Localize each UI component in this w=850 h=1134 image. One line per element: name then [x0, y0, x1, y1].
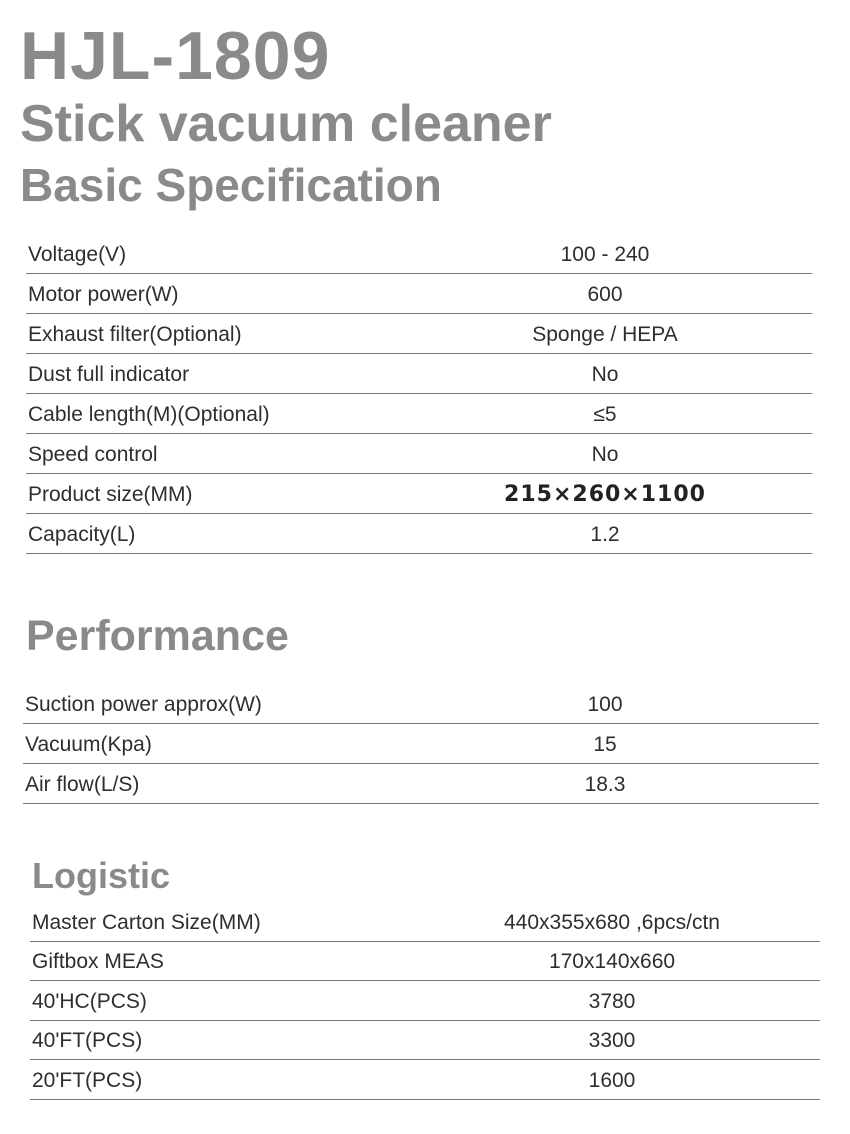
spec-value: 3300	[588, 1029, 636, 1052]
spec-value: 215×260×1100	[504, 482, 706, 507]
spec-value: No	[591, 443, 619, 466]
spec-label: 20'FT(PCS)	[32, 1068, 143, 1092]
spec-label: Exhaust filter(Optional)	[28, 323, 242, 346]
spec-row-suction-power	[23, 684, 819, 724]
spec-row-master-carton	[30, 902, 820, 942]
spec-label: Product size(MM)	[28, 483, 193, 506]
logistic-table	[30, 902, 820, 1100]
spec-value: 170x140x660	[548, 950, 676, 973]
model-title: HJL-1809	[20, 18, 331, 94]
spec-label: Speed control	[28, 443, 158, 466]
spec-row-capacity	[26, 514, 812, 554]
spec-value: Sponge / HEPA	[532, 323, 678, 346]
spec-row-40hc	[30, 981, 820, 1021]
spec-label: Suction power approx(W)	[25, 693, 262, 716]
spec-value: 100 - 240	[560, 243, 650, 266]
spec-row-speed-control	[26, 434, 812, 474]
spec-value: 100	[587, 693, 623, 716]
spec-row-exhaust-filter	[26, 314, 812, 354]
spec-value: 3780	[588, 989, 636, 1013]
spec-label: Cable length(M)(Optional)	[28, 403, 270, 426]
spec-value: ≤5	[593, 403, 617, 426]
spec-row-giftbox	[30, 942, 820, 982]
spec-row-20ft	[30, 1060, 820, 1100]
spec-label: Giftbox MEAS	[32, 950, 164, 973]
spec-label: Dust full indicator	[28, 363, 190, 386]
product-title: Stick vacuum cleaner	[20, 95, 552, 153]
spec-row-product-size	[26, 474, 812, 514]
logistic-heading: Logistic	[32, 855, 171, 896]
spec-label: Vacuum(Kpa)	[25, 733, 152, 756]
spec-value: 18.3	[584, 773, 626, 796]
spec-value: 1.2	[590, 523, 620, 546]
spec-value: No	[591, 363, 619, 386]
spec-value: 440x355x680 ,6pcs/ctn	[504, 910, 720, 934]
spec-row-air-flow	[23, 764, 819, 804]
performance-heading: Performance	[26, 612, 289, 660]
spec-label: Capacity(L)	[28, 523, 136, 546]
spec-row-dust-indicator	[26, 354, 812, 394]
spec-label: 40'FT(PCS)	[32, 1029, 143, 1052]
spec-row-40ft	[30, 1021, 820, 1061]
spec-label: Air flow(L/S)	[25, 773, 140, 796]
spec-value: 600	[587, 283, 623, 306]
spec-label: Master Carton Size(MM)	[32, 910, 261, 934]
basic-spec-heading: Basic Specification	[20, 159, 442, 211]
performance-table	[23, 684, 819, 804]
spec-row-vacuum	[23, 724, 819, 764]
spec-label: Voltage(V)	[28, 243, 127, 266]
spec-row-motor-power	[26, 274, 812, 314]
spec-value: 15	[593, 733, 617, 756]
spec-value: 1600	[588, 1068, 636, 1092]
spec-row-voltage	[26, 234, 812, 274]
spec-label: 40'HC(PCS)	[32, 989, 147, 1013]
basic-spec-table	[26, 234, 812, 554]
spec-row-cable-length	[26, 394, 812, 434]
spec-label: Motor power(W)	[28, 283, 179, 306]
